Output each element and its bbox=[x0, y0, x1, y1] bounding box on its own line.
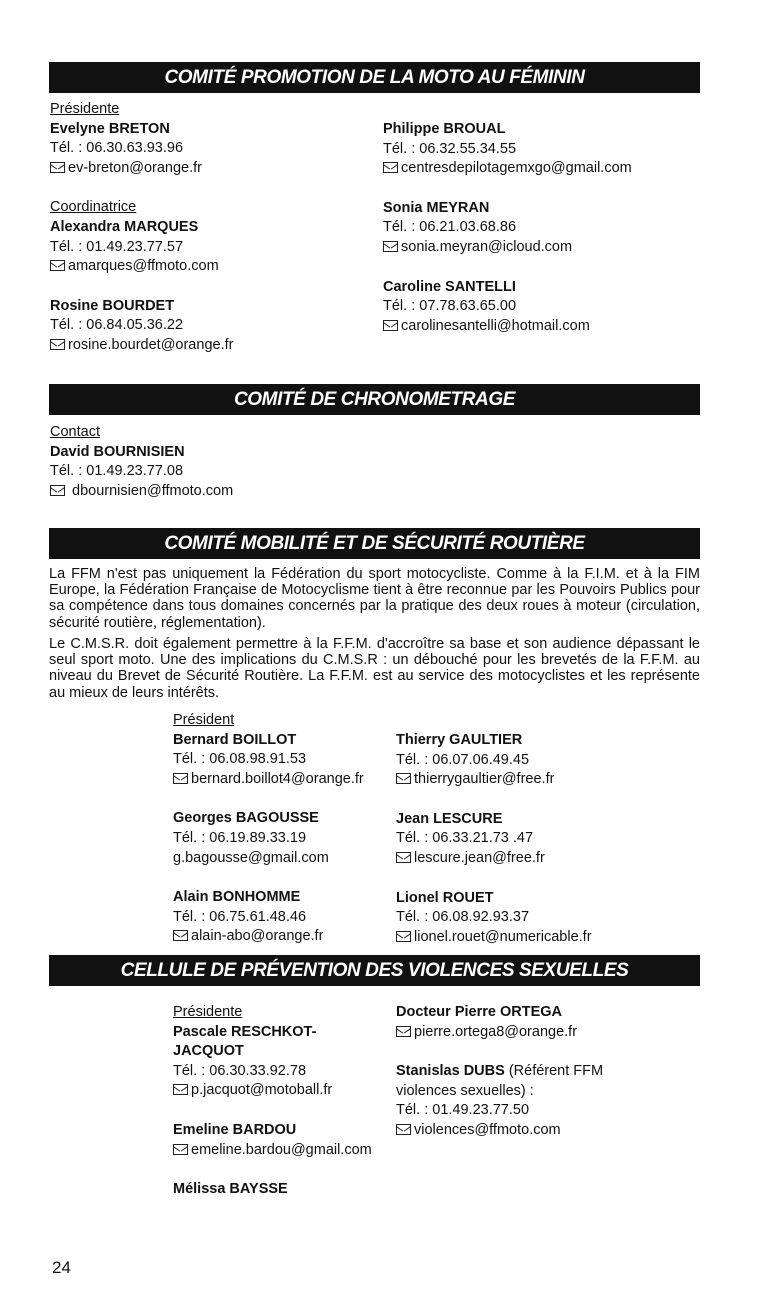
contact-email[interactable]: alain-abo@orange.fr bbox=[191, 928, 324, 945]
envelope-icon bbox=[383, 320, 398, 331]
envelope-icon bbox=[50, 260, 65, 271]
contact-card bbox=[173, 1121, 393, 1160]
contact-phone: Tél. : 06.08.98.91.53 bbox=[173, 751, 307, 768]
contact-name: Pascale RESCHKOT- bbox=[173, 1023, 317, 1040]
envelope-icon bbox=[396, 773, 411, 784]
contact-card bbox=[173, 809, 393, 868]
contact-email[interactable]: amarques@ffmoto.com bbox=[68, 258, 219, 275]
contact-card bbox=[383, 120, 703, 179]
envelope-icon bbox=[396, 931, 411, 942]
contact-name: Philippe BROUAL bbox=[383, 121, 506, 137]
contact-name: Emeline BARDOU bbox=[173, 1121, 297, 1138]
envelope-icon bbox=[383, 162, 398, 173]
contact-phone: Tél. : 06.32.55.34.55 bbox=[383, 140, 517, 157]
envelope-icon bbox=[396, 1026, 411, 1037]
contact-name: Thierry GAULTIER bbox=[396, 732, 523, 748]
contact-name: Rosine BOURDET bbox=[50, 297, 175, 314]
contact-card bbox=[50, 198, 370, 276]
contact-note-continued: violences sexuelles) : bbox=[396, 1082, 534, 1099]
contact-email[interactable]: centresdepilotagemxgo@gmail.com bbox=[401, 160, 632, 177]
contact-group-left bbox=[173, 1003, 393, 1200]
contact-phone: Tél. : 06.19.89.33.19 bbox=[173, 829, 307, 846]
contact-group-left bbox=[50, 100, 370, 356]
contact-email[interactable]: thierrygaultier@free.fr bbox=[414, 771, 555, 788]
contact-role: Présidente bbox=[50, 101, 120, 117]
contact-group-right bbox=[383, 120, 703, 336]
contact-name: Alain BONHOMME bbox=[173, 889, 301, 906]
section-banner-mobilite bbox=[49, 528, 700, 559]
contact-card bbox=[50, 297, 370, 356]
envelope-icon bbox=[50, 162, 65, 173]
description-paragraph: La FFM n'est pas uniquement la Fédération du sport motocycliste. Comme à la F.I.M. et à la FIM Europe, la Fédération Française de Motocyclisme tient à être reconnue par les Pouvoirs Publics pour sa compétence dans tous domaines concernés par la pratique des deux roues à moteur (circulation, sécurité routière, réglementation). bbox=[49, 566, 700, 631]
contact-email[interactable]: lionel.rouet@numericable.fr bbox=[414, 928, 592, 945]
contact-phone: Tél. : 06.30.63.93.96 bbox=[50, 140, 184, 157]
contact-email[interactable]: g.bagousse@gmail.com bbox=[173, 849, 329, 866]
section-banner-feminin bbox=[49, 62, 700, 93]
contact-card bbox=[383, 199, 703, 258]
contact-card bbox=[173, 1180, 393, 1200]
contact-phone: Tél. : 06.30.33.92.78 bbox=[173, 1062, 307, 1079]
contact-email[interactable]: lescure.jean@free.fr bbox=[414, 849, 545, 866]
envelope-icon bbox=[50, 485, 65, 496]
contact-group-left bbox=[173, 711, 393, 947]
contact-card bbox=[396, 1062, 696, 1140]
section-title: COMITÉ MOBILITÉ ET DE SÉCURITÉ ROUTIÈRE bbox=[164, 532, 585, 554]
contact-phone: Tél. : 01.49.23.77.50 bbox=[396, 1102, 530, 1119]
contact-role: Présidente bbox=[173, 1004, 243, 1020]
contact-card bbox=[396, 1003, 696, 1042]
contact-name: Caroline SANTELLI bbox=[383, 278, 516, 295]
contact-phone: Tél. : 06.08.92.93.37 bbox=[396, 909, 530, 926]
section-title: COMITÉ DE CHRONOMETRAGE bbox=[233, 388, 516, 410]
contact-card bbox=[396, 889, 696, 948]
contact-card bbox=[173, 711, 393, 789]
contact-phone: Tél. : 06.21.03.68.86 bbox=[383, 219, 517, 236]
contact-name: Docteur Pierre ORTEGA bbox=[396, 1004, 562, 1020]
envelope-icon bbox=[383, 241, 398, 252]
contact-name: Evelyne BRETON bbox=[50, 120, 170, 137]
contact-card bbox=[173, 1003, 393, 1101]
envelope-icon bbox=[173, 1144, 188, 1155]
contact-card bbox=[50, 423, 370, 501]
contact-card bbox=[173, 888, 393, 947]
contact-email[interactable]: sonia.meyran@icloud.com bbox=[401, 238, 573, 255]
contact-email[interactable]: bernard.boillot4@orange.fr bbox=[191, 770, 364, 787]
contact-phone: Tél. : 07.78.63.65.00 bbox=[383, 298, 517, 315]
contact-email[interactable]: violences@ffmoto.com bbox=[414, 1121, 561, 1138]
contact-group-right bbox=[396, 731, 696, 947]
contact-name: Stanislas DUBS bbox=[396, 1063, 505, 1080]
contact-phone: Tél. : 06.33.21.73 .47 bbox=[396, 830, 534, 847]
contact-email[interactable]: pierre.ortega8@orange.fr bbox=[414, 1023, 578, 1040]
contact-name: Mélissa BAYSSE bbox=[173, 1181, 288, 1198]
contact-name: David BOURNISIEN bbox=[50, 443, 185, 460]
contact-name: Bernard BOILLOT bbox=[173, 731, 297, 748]
contact-card bbox=[50, 100, 370, 178]
envelope-icon bbox=[173, 930, 188, 941]
contact-group-right bbox=[396, 1003, 696, 1141]
contact-name: Lionel ROUET bbox=[396, 889, 494, 906]
contact-email[interactable]: emeline.bardou@gmail.com bbox=[191, 1141, 372, 1158]
contact-email[interactable]: ev-breton@orange.fr bbox=[68, 159, 203, 176]
contact-name: Alexandra MARQUES bbox=[50, 218, 199, 235]
contact-role: Président bbox=[173, 712, 235, 728]
contact-card bbox=[396, 810, 696, 869]
section-title: CELLULE DE PRÉVENTION DES VIOLENCES SEXUELLES bbox=[120, 959, 629, 981]
contact-name-continued: JACQUOT bbox=[173, 1043, 244, 1060]
contact-name: Georges BAGOUSSE bbox=[173, 810, 319, 827]
contact-name: Jean LESCURE bbox=[396, 810, 503, 827]
envelope-icon bbox=[173, 773, 188, 784]
contact-card bbox=[383, 278, 703, 337]
contact-card bbox=[396, 731, 696, 790]
contact-email[interactable]: dbournisien@ffmoto.com bbox=[72, 482, 234, 499]
contact-phone: Tél. : 01.49.23.77.57 bbox=[50, 238, 184, 255]
page-number: 24 bbox=[52, 1258, 71, 1277]
section-banner-chrono bbox=[49, 384, 700, 415]
contact-name: Sonia MEYRAN bbox=[383, 199, 490, 216]
contact-email[interactable]: carolinesantelli@hotmail.com bbox=[401, 317, 590, 334]
contact-role: Contact bbox=[50, 424, 100, 440]
envelope-icon bbox=[396, 852, 411, 863]
description-paragraph: Le C.M.S.R. doit également permettre à la F.F.M. d'accroître sa base et son audience dépassant le seul sport moto. Une des implications du C.M.S.R : un débouché pour les brevetés de la F.F.M. au niveau du Brevet de Sécurité Routière. La F.F.M. est au service des motocyclistes et les représente au mieux de leurs intérêts. bbox=[49, 636, 700, 701]
contact-email[interactable]: rosine.bourdet@orange.fr bbox=[68, 336, 234, 353]
envelope-icon bbox=[50, 339, 65, 350]
contact-phone: Tél. : 06.07.06.49.45 bbox=[396, 751, 530, 768]
envelope-icon bbox=[396, 1124, 411, 1135]
contact-email[interactable]: p.jacquot@motoball.fr bbox=[191, 1082, 333, 1099]
contact-phone: Tél. : 06.84.05.36.22 bbox=[50, 317, 184, 334]
contact-phone: Tél. : 01.49.23.77.08 bbox=[50, 463, 184, 480]
contact-role: Coordinatrice bbox=[50, 199, 137, 216]
contact-phone: Tél. : 06.75.61.48.46 bbox=[173, 908, 307, 925]
contact-note: (Référent FFM bbox=[504, 1063, 604, 1080]
envelope-icon bbox=[173, 1084, 188, 1095]
section-banner-violences bbox=[49, 955, 700, 986]
section-title: COMITÉ PROMOTION DE LA MOTO AU FÉMININ bbox=[164, 66, 585, 88]
